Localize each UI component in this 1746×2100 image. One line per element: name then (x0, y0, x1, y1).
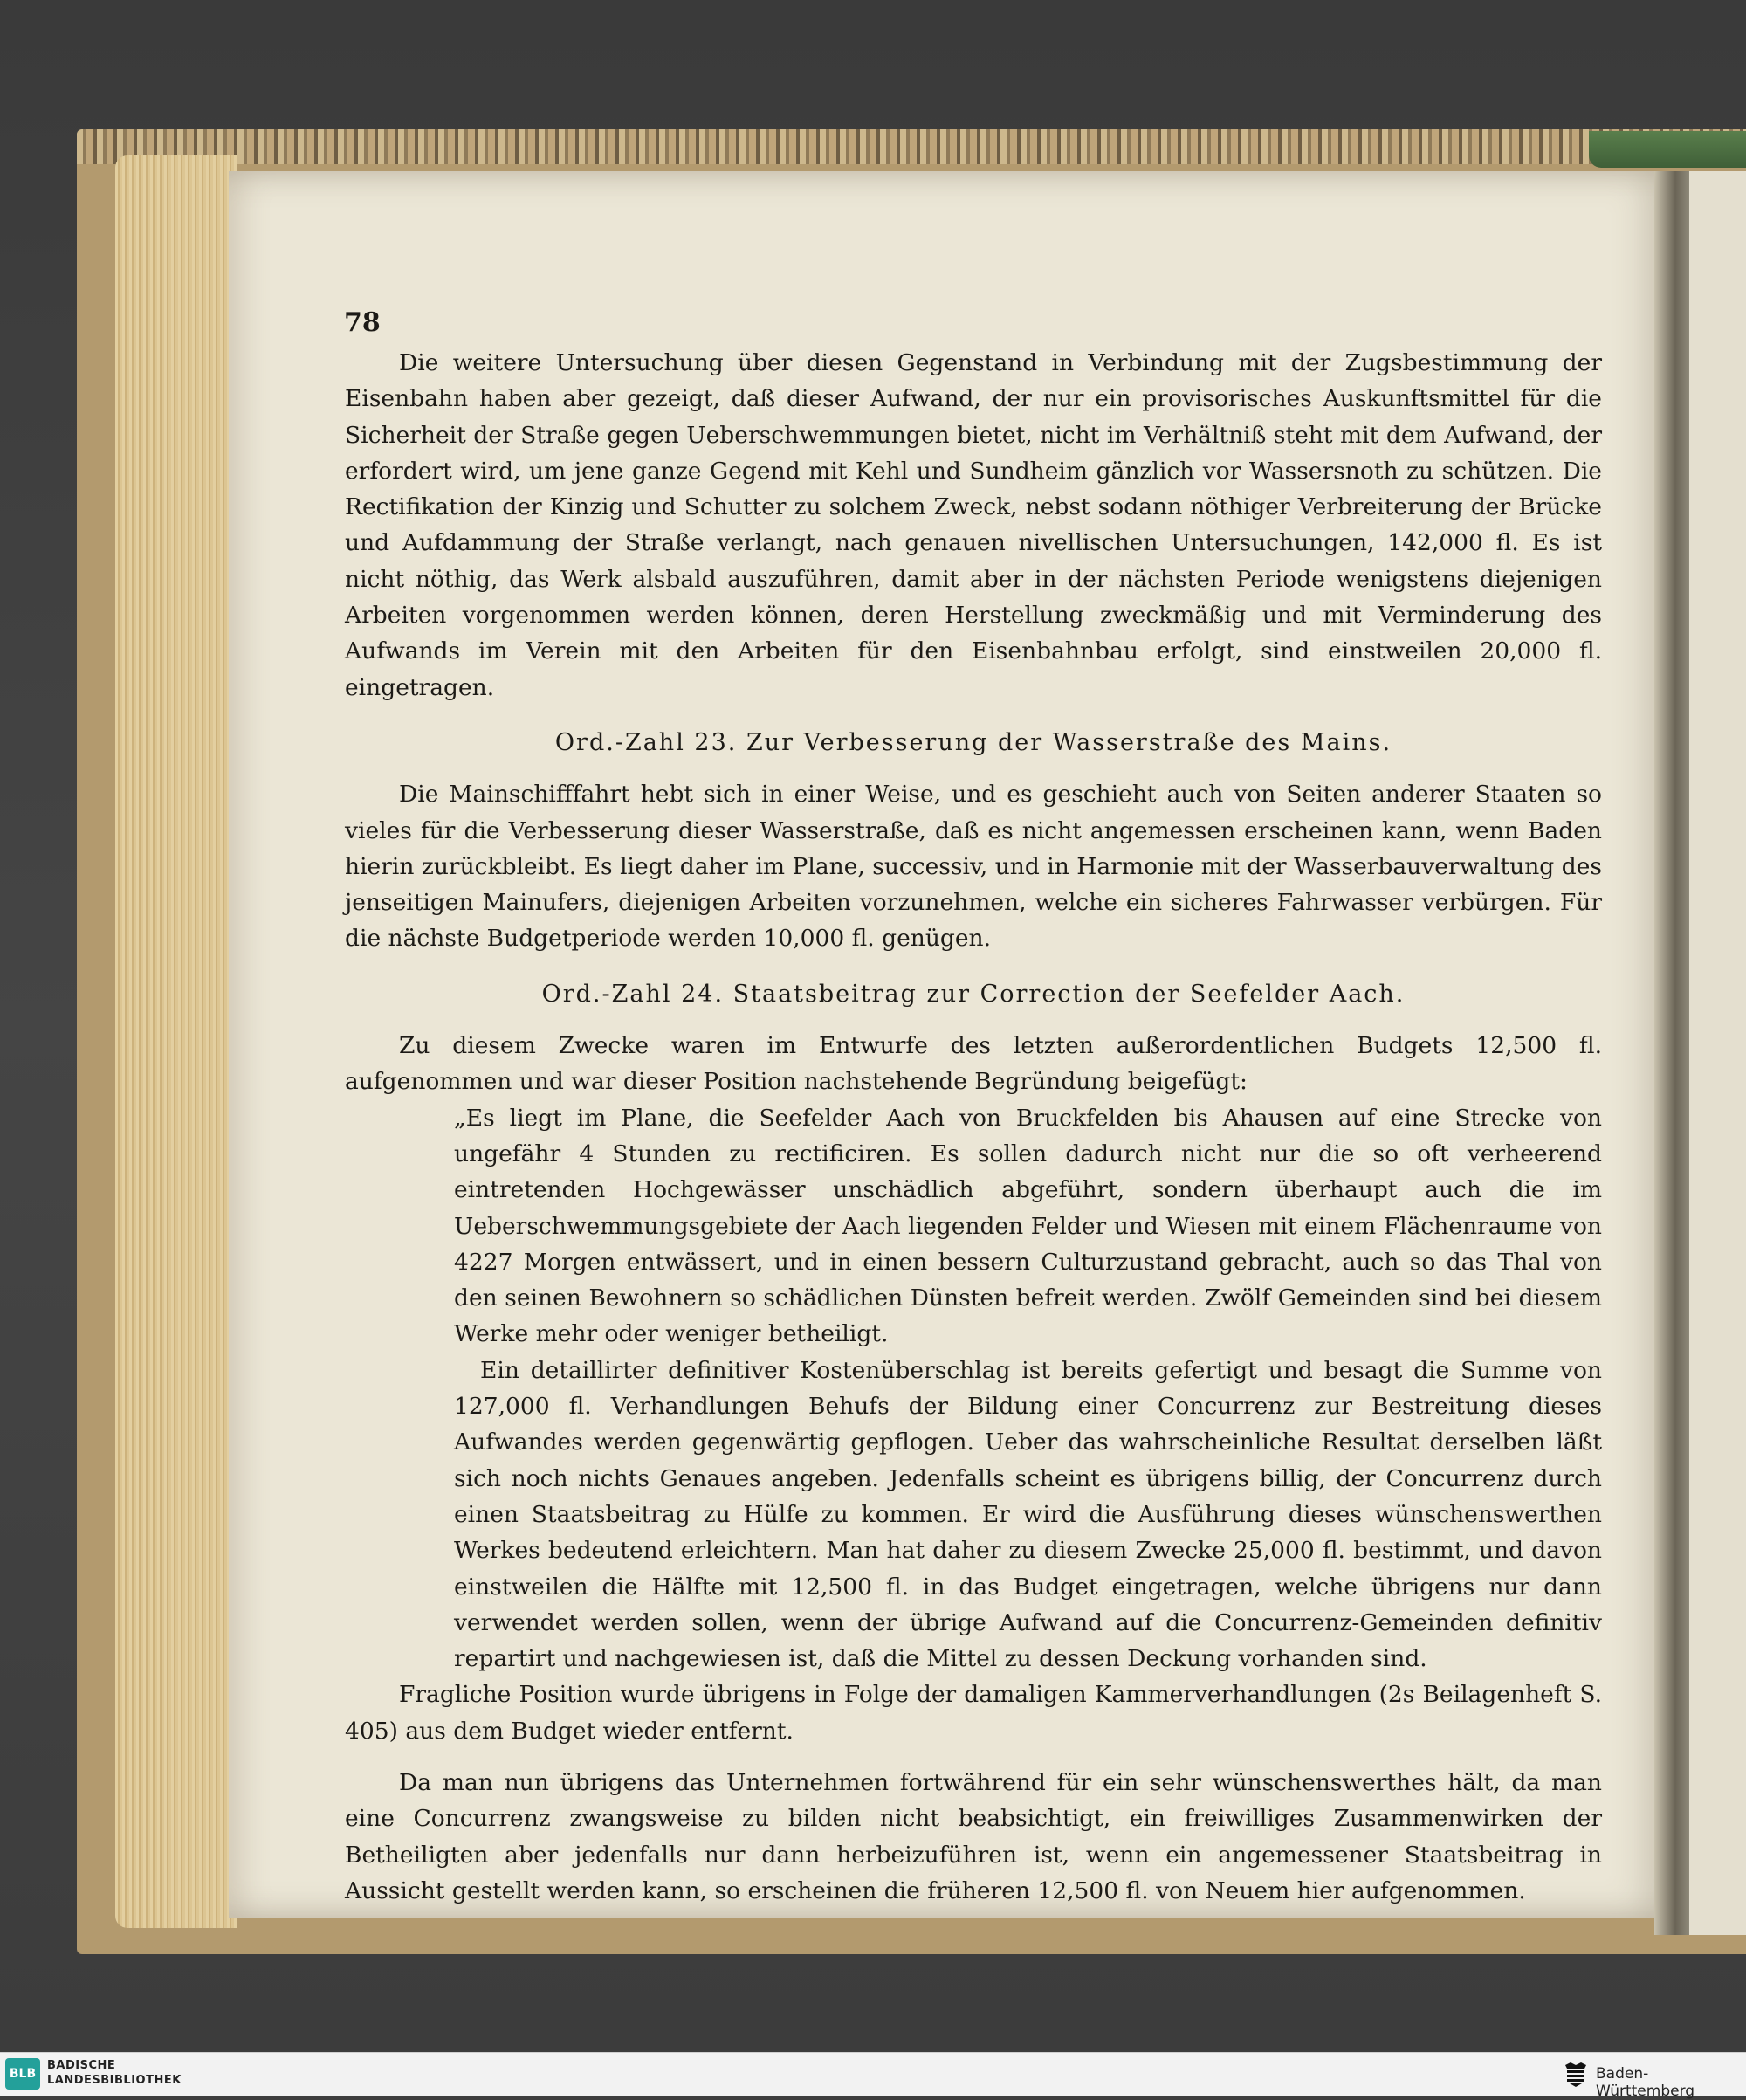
paragraph-3: Zu diesem Zwecke waren im Entwurfe des letzten außerordentlichen Budgets 12,500 fl. aufgenommen und war dieser Position nachstehende Begründung beigefügt: (345, 1032, 1602, 1096)
book-gutter (1654, 171, 1689, 1935)
marbled-cover-edge (77, 129, 1746, 164)
viewer-footer (0, 2052, 1746, 2100)
quote-paragraph-1: „Es liegt im Plane, die Seefelder Aach von Bruckfelden bis Ahausen auf eine Strecke von ungefähr 4 Stunden zu rectificiren. Es sollen dadurch nicht nur die so oft verheerend eintretenden Hochgewässer unschädlich abgeführt, sondern überhaupt auch die im Ueberschwemmungsgebiete der Aach liegenden Felder und Wiesen mit einem Flächenraume von 4227 Morgen entwässert, und in einen bessern Culturzustand gebracht, auch so das Thal von den seinen Bewohnern so schädlichen Dünsten befreit werden. Zwölf Gemeinden sind bei diesem Werke mehr oder weniger betheiligt. (454, 1104, 1602, 1348)
paragraph-5: Da man nun übrigens das Unternehmen fortwährend für ein sehr wünschenswerthes hält, da man eine Concurrenz zwangsweise zu bilden nicht beabsichtigt, ein freiwilliges Zusammenwirken der Betheiligten aber jedenfalls nur dann herbeizuführen ist, wenn ein angemessener Staatsbeitrag in Aussicht gestellt werden kann, so erscheinen die früheren 12,500 fl. von Neuem hier aufgenommen. (345, 1768, 1602, 1904)
library-name-line-1: BADISCHE (47, 2059, 116, 2072)
section-heading-23: Ord.-Zahl 23. Zur Verbesserung der Wasserstraße des Mains. (554, 728, 1392, 756)
blb-logo[interactable]: BLB (5, 2058, 40, 2090)
page-number: 78 (344, 307, 381, 338)
page-text (345, 345, 1602, 1909)
page-edges (115, 155, 237, 1928)
baden-wuerttemberg-crest-icon[interactable] (1563, 2060, 1589, 2088)
quotation-block (454, 1100, 1602, 1677)
paragraph-2: Die Mainschifffahrt hebt sich in einer Weise, und es geschieht auch von Seiten anderer Staaten so vieles für die Verbesserung dieser Wasserstraße, daß es nicht angemessen erscheinen kann, wenn Baden hierin zurückbleibt. Es liegt daher im Plane, successiv, und in Harmonie mit der Wasserbauverwaltung des jenseitigen Mainufers, diejenigen Arbeiten vorzunehmen, welche ein sicheres Fahrwasser verbürgen. Für die nächste Budgetperiode werden 10,000 fl. genügen. (345, 781, 1602, 953)
section-heading-24: Ord.-Zahl 24. Staatsbeitrag zur Correction der Seefelder Aach. (541, 980, 1406, 1008)
green-page-edge (1589, 131, 1746, 168)
quote-paragraph-2: Ein detaillirter definitiver Kostenüberschlag ist bereits gefertigt und besagt die Summe von 127,000 fl. Verhandlungen Behufs der Bildung einer Concurrenz zur Bestreitung dieses Aufwandes werden gegenwärtig gepflogen. Ueber das wahrscheinliche Resultat derselben läßt sich noch nichts Genaues angeben. Jedenfalls scheint es übrigens billig, der Concurrenz durch einen Staatsbeitrag zu Hülfe zu kommen. Er wird die Ausführung dieses wünschenswerthen Werkes bedeutend erleichtern. Man hat daher zu diesem Zwecke 25,000 fl. bestimmt, und davon einstweilen die Hälfte mit 12,500 fl. in das Budget eingetragen, welche übrigens nur dann verwendet werden sollen, wenn der übrige Aufwand auf die Concurrenz-Gemeinden definitiv repartirt und nachgewiesen ist, daß die Mittel zu dessen Deckung vorhanden sind. (454, 1356, 1602, 1673)
paragraph-1: Die weitere Untersuchung über diesen Gegenstand in Verbindung mit der Zugsbestimmung der Eisenbahn haben aber gezeigt, daß dieser Aufwand, der nur ein provisorisches Auskunftsmittel für die Sicherheit der Straße gegen Ueberschwemmungen bietet, nicht im Verhältniß steht mit dem Aufwand, der erfordert wird, um jene ganze Gegend mit Kehl und Sundheim gänzlich vor Wassersnoth zu schützen. Die Rectifikation der Kinzig und Schutter zu solchem Zweck, nebst sodann nöthiger Verbreiterung der Brücke und Aufdammung der Straße verlangt, nach genauen nivellischen Untersuchungen, 142,000 fl. Es ist nicht nöthig, das Werk alsbald auszuführen, damit aber in der nächsten Periode wenigstens diejenigen Arbeiten vorgenommen werden können, deren Herstellung zweckmäßig und mit Verminderung des Aufwands im Verein mit den Arbeiten für den Eisenbahnbau erfolgt, sind einstweilen 20,000 fl. eingetragen. (345, 349, 1602, 701)
facing-page (1689, 171, 1746, 1935)
paragraph-4: Fragliche Position wurde übrigens in Folge der damaligen Kammerverhandlungen (2s Beilagenheft S. 405) aus dem Budget wieder entfernt. (345, 1681, 1602, 1745)
state-name[interactable]: Baden-Württemberg (1596, 2065, 1695, 2100)
library-name (47, 2058, 182, 2088)
library-name-line-2: LANDESBIBLIOTHEK (47, 2074, 182, 2087)
